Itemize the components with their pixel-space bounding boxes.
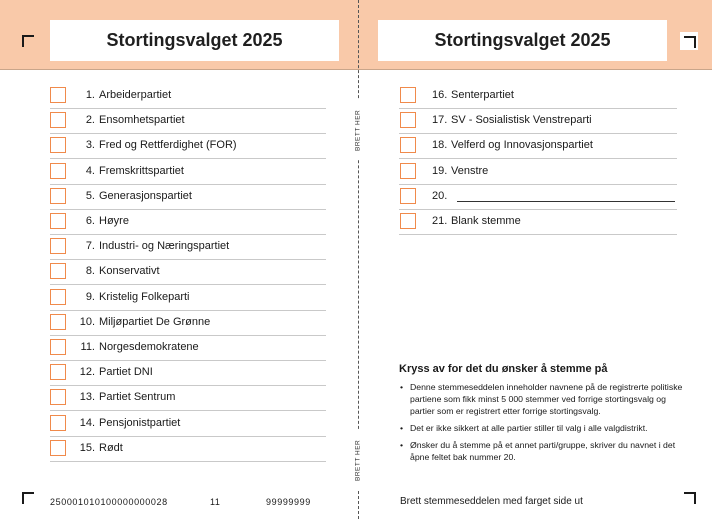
instructions-list (399, 381, 684, 468)
vote-checkbox[interactable] (50, 163, 66, 179)
vote-checkbox[interactable] (50, 238, 66, 254)
party-row (399, 83, 677, 109)
party-row (50, 285, 326, 311)
vote-checkbox[interactable] (50, 213, 66, 229)
party-number: 16. (432, 89, 448, 101)
party-label (79, 265, 160, 277)
vote-checkbox[interactable] (50, 415, 66, 431)
party-number: 4. (85, 164, 95, 177)
vote-checkbox[interactable] (50, 263, 66, 279)
corner-mark-bottom-right (684, 492, 696, 504)
party-label (79, 139, 237, 151)
party-number: 11. (80, 341, 95, 353)
party-name: Generasjonspartiet (99, 189, 192, 202)
party-label (79, 316, 210, 328)
party-name: SV - Sosialistisk Venstreparti (451, 114, 592, 127)
party-label (79, 190, 192, 202)
party-row (50, 83, 326, 109)
party-row (50, 335, 326, 361)
party-number: 21. (432, 215, 448, 227)
party-row (50, 108, 326, 134)
party-label (79, 89, 171, 101)
vote-checkbox[interactable] (50, 112, 66, 128)
party-number: 7. (85, 240, 95, 253)
party-name: Senterpartiet (451, 89, 514, 101)
party-number: 8. (85, 265, 95, 278)
ballot-title-right: Stortingsvalget 2025 (378, 20, 667, 61)
party-number: 9. (85, 290, 95, 303)
fold-label-bottom: BRETT HER (351, 430, 365, 490)
party-name: Industri- og Næringspartiet (99, 240, 230, 253)
party-number: 12. (79, 366, 95, 379)
party-label (432, 114, 592, 126)
vote-checkbox[interactable] (50, 314, 66, 330)
party-label (79, 366, 153, 378)
party-row (50, 209, 326, 235)
party-row (50, 436, 326, 462)
party-name: Høyre (99, 215, 129, 227)
vote-checkbox[interactable] (400, 87, 416, 103)
party-label (79, 291, 189, 303)
party-name: Venstre (451, 164, 489, 177)
instruction-item: • Ønsker du å stemme på et annet parti/gruppe, skriver du navnet i det åpne feltet bak nummer 20. (399, 439, 684, 463)
vote-checkbox[interactable] (400, 112, 416, 128)
corner-mark-top-right (684, 36, 696, 48)
party-name: Miljøpartiet De Grønne (99, 315, 211, 328)
vote-checkbox[interactable] (50, 188, 66, 204)
vote-checkbox[interactable] (400, 213, 416, 229)
vote-checkbox[interactable] (50, 289, 66, 305)
party-number: 10. (79, 315, 95, 328)
vote-checkbox[interactable] (50, 440, 66, 456)
party-row (50, 310, 326, 336)
party-name: Kristelig Folkeparti (99, 290, 190, 303)
corner-mark-bottom-left (22, 492, 34, 504)
vote-checkbox[interactable] (50, 389, 66, 405)
instruction-item: • Det er ikke sikkert at alle partier stiller til valg i alle valgdistrikt. (399, 422, 684, 434)
party-number: 20. (432, 189, 448, 202)
instructions-title: Kryss av for det du ønsker å stemme på (399, 363, 608, 375)
party-label (432, 190, 451, 202)
party-number: 13. (79, 391, 95, 404)
party-name: Ensomhetspartiet (99, 114, 185, 127)
party-name: Partiet Sentrum (99, 391, 176, 404)
district-code: 11 (210, 497, 221, 507)
ballot-code: 250001010100000000028 (50, 497, 168, 507)
party-row (399, 108, 677, 134)
header-divider (0, 69, 712, 70)
party-name: Velferd og Innovasjonspartiet (451, 139, 593, 152)
party-label (432, 165, 488, 177)
instruction-item: • Denne stemmeseddelen inneholder navnene på de registrerte politiske partiene som fikk minst 5 000 stemmer ved forrige stortingsvalg og partier som er registrert etter forrige stortingsvalg. (399, 381, 684, 417)
party-row (50, 159, 326, 185)
party-number: 14. (79, 416, 95, 429)
party-row (50, 259, 326, 285)
party-row (399, 133, 677, 159)
write-in-field[interactable] (457, 201, 675, 202)
party-number: 17. (432, 114, 448, 127)
party-number: 3. (85, 139, 95, 152)
vote-checkbox[interactable] (50, 364, 66, 380)
party-name: Konservativt (99, 265, 160, 278)
party-name: Pensjonistpartiet (99, 416, 181, 429)
party-row (399, 184, 677, 210)
party-label (432, 139, 593, 151)
fold-label-top: BRETT HER (351, 100, 365, 160)
party-number: 15. (79, 441, 95, 454)
party-name: Arbeiderpartiet (99, 89, 172, 101)
party-label (79, 165, 184, 177)
vote-checkbox[interactable] (400, 137, 416, 153)
party-row (50, 385, 326, 411)
party-number: 5. (85, 189, 95, 202)
fold-instruction: Brett stemmeseddelen med farget side ut (400, 496, 583, 507)
party-row (50, 184, 326, 210)
party-label (432, 215, 521, 227)
party-label (432, 89, 514, 101)
party-number: 6. (85, 215, 95, 227)
party-row (399, 209, 677, 235)
serial-code: 99999999 (266, 497, 311, 507)
ballot-title-left: Stortingsvalget 2025 (50, 20, 339, 61)
party-label (79, 114, 185, 126)
party-name: Blank stemme (451, 215, 521, 227)
party-label (79, 215, 129, 227)
party-label (79, 341, 199, 353)
party-row (50, 133, 326, 159)
party-number: 1. (85, 89, 95, 101)
party-number: 2. (85, 114, 95, 127)
party-name: Norgesdemokratene (99, 341, 199, 353)
vote-checkbox[interactable] (400, 188, 416, 204)
party-number: 18. (432, 139, 448, 152)
party-label (79, 442, 123, 454)
party-label (79, 391, 175, 403)
party-label (79, 417, 180, 429)
party-row (50, 360, 326, 386)
corner-mark-top-left (22, 35, 34, 47)
party-label (79, 240, 229, 252)
party-number: 19. (432, 164, 448, 177)
vote-checkbox[interactable] (400, 163, 416, 179)
party-row (50, 234, 326, 260)
vote-checkbox[interactable] (50, 87, 66, 103)
party-name: Fremskrittspartiet (99, 164, 184, 177)
party-row (50, 411, 326, 437)
vote-checkbox[interactable] (50, 339, 66, 355)
party-row (399, 159, 677, 185)
party-name: Rødt (99, 441, 123, 454)
party-name: Partiet DNI (99, 366, 153, 379)
party-name: Fred og Rettferdighet (FOR) (99, 139, 237, 152)
vote-checkbox[interactable] (50, 137, 66, 153)
